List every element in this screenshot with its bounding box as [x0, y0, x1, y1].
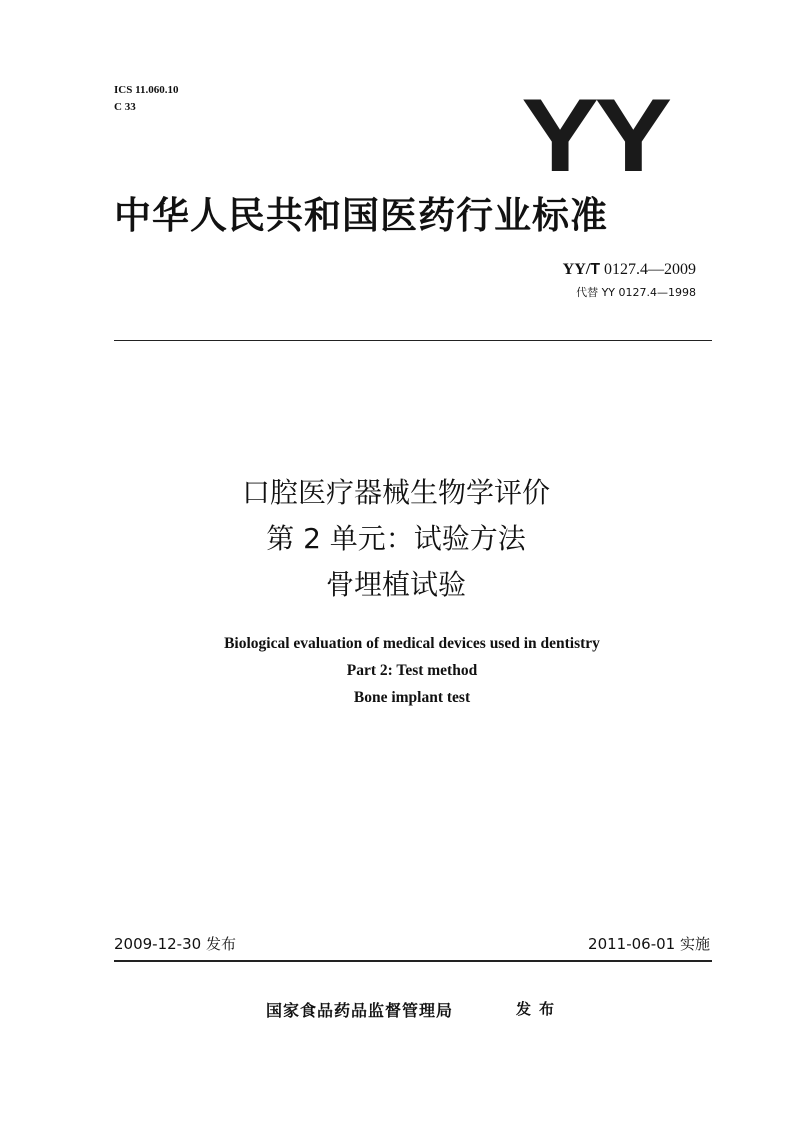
title-en-line2: Part 2: Test method	[346, 662, 478, 679]
publish-word: 发布	[516, 1000, 563, 1018]
standard-number-value: 0127.4—2009	[600, 261, 696, 278]
top-divider	[114, 340, 712, 341]
ics-code: ICS 11.060.10	[114, 84, 179, 96]
org-title: 中华人民共和国医药行业标准	[114, 194, 608, 237]
effective-date: 2011-06-01 实施	[588, 935, 710, 953]
title-cn-line2: 第 2 单元：试验方法	[266, 522, 526, 555]
yy-logo: YY	[521, 78, 668, 194]
title-en-line3: Bone implant test	[353, 689, 471, 706]
ccs-code: C 33	[114, 101, 136, 113]
title-cn-line1: 口腔医疗器械生物学评价	[241, 476, 550, 509]
standard-number	[563, 260, 696, 280]
title-en-line1: Biological evaluation of medical devices used in dentistry	[224, 635, 600, 652]
issue-date: 2009-12-30 发布	[114, 935, 236, 953]
publisher: 国家食品药品监督管理局	[266, 1001, 454, 1020]
standard-t: T	[590, 261, 600, 278]
classification-codes	[114, 82, 179, 116]
replaces-standard: 代替 YY 0127.4—1998	[576, 286, 696, 299]
standard-prefix: YY/	[562, 261, 591, 278]
bottom-divider	[114, 960, 712, 962]
title-cn-line3: 骨埋植试验	[325, 568, 466, 601]
